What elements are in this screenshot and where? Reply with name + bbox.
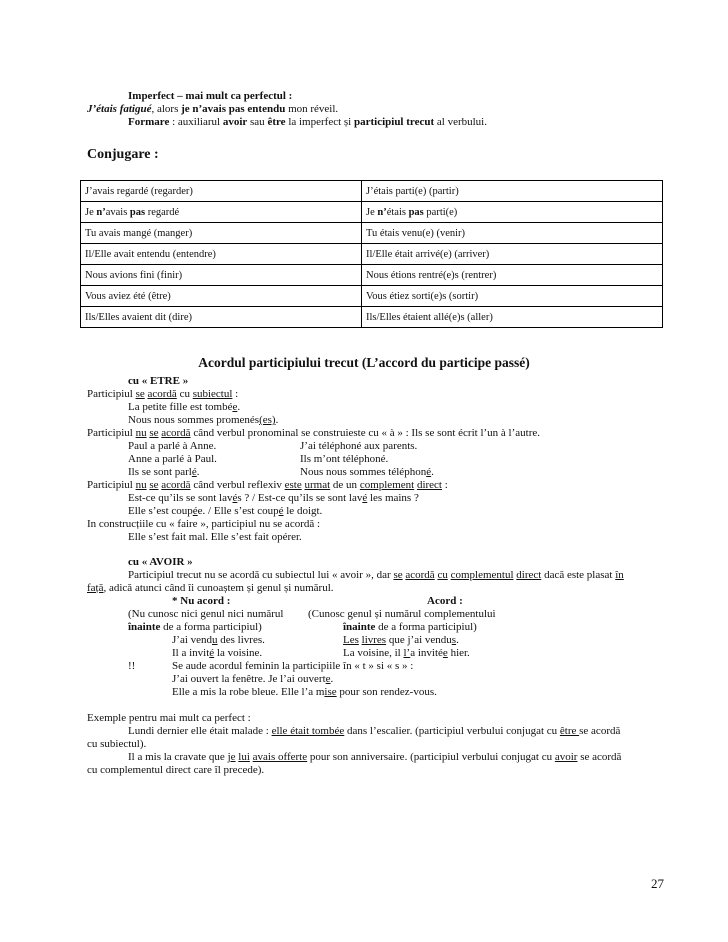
warning-mark: !! (128, 660, 136, 672)
table-cell: Ils/Elles étaient allé(e)s (aller) (362, 307, 663, 328)
nu-acord-label: * Nu acord : (172, 595, 231, 607)
feminine-rule: Se aude acordul feminin la participiile în « t » si « s » : (172, 660, 414, 672)
conjugare-heading: Conjugare : (87, 147, 159, 162)
acord-note-2: înainte de a forma participiul) (343, 621, 477, 633)
avoir-heading: cu « AVOIR » (128, 556, 193, 568)
etre-example-3a: Paul a parlé à Anne. (128, 440, 217, 452)
avoir-rule-1: Participiul trecut nu se acordă cu subiectul lui « avoir », dar se acordă cu complementul direct dacă este plasat în (128, 569, 624, 581)
table-cell: Nous avions fini (finir) (81, 265, 362, 286)
table-cell: J’avais regardé (regarder) (81, 181, 362, 202)
example-1: Lundi dernier elle était malade : elle était tombée dans l’escalier. (participiul verbului conjugat cu être se acordă (128, 725, 621, 737)
table-cell: Il/Elle était arrivé(e) (arriver) (362, 244, 663, 265)
page-number: 27 (651, 876, 664, 891)
table-cell: Nous étions rentré(e)s (rentrer) (362, 265, 663, 286)
table-cell: Tu avais mangé (manger) (81, 223, 362, 244)
table-row (81, 307, 663, 328)
examples-heading: Exemple pentru mai mult ca perfect : (87, 712, 251, 724)
etre-rule-2: Participiul nu se acordă când verbul pronominal se construieste cu « à » : Ils se sont écrit l’un à l’autre. (87, 427, 541, 439)
table-row (81, 223, 663, 244)
feminine-example-1: J’ai ouvert la fenêtre. Je l’ai ouverte. (172, 673, 334, 685)
etre-example-8: Elle s’est fait mal. Elle s’est fait opérer. (128, 531, 302, 543)
etre-example-4b: Ils m’ont téléphoné. (300, 453, 389, 465)
table-row (81, 286, 663, 307)
example-2: Il a mis la cravate que je lui avais offerte pour son anniversaire. (participiul verbului conjugat cu avoir se acordă (128, 751, 622, 763)
imperfect-example: J’étais fatigué, alors je n’avais pas entendu mon réveil. (87, 103, 339, 115)
etre-example-4a: Anne a parlé à Paul. (128, 453, 217, 465)
table-cell: Vous étiez sorti(e)s (sortir) (362, 286, 663, 307)
etre-example-7: Elle s’est coupée. / Elle s’est coupé le doigt. (128, 505, 323, 517)
acord-label: Acord : (427, 595, 463, 607)
table-row (81, 244, 663, 265)
acord-note: (Cunosc genul și numărul complementului (308, 608, 496, 620)
avoir-rule-1-cont: față, adică atunci când îi cunoaștem și genul și numărul. (87, 582, 334, 594)
feminine-example-2: Elle a mis la robe bleue. Elle l’a mise pour son rendez-vous. (172, 686, 437, 698)
table-row (81, 265, 663, 286)
etre-example-5a: Ils se sont parlé. (128, 466, 200, 478)
imperfect-heading: Imperfect – mai mult ca perfectul : (128, 90, 293, 102)
nu-acord-note: (Nu cunosc nici genul nici numărul (128, 608, 284, 620)
acord-example-1: Les livres que j’ai vendus. (343, 634, 459, 646)
etre-example-6: Est-ce qu’ils se sont lavés ? / Est-ce qu’ils se sont lavé les mains ? (128, 492, 419, 504)
table-cell: Ils/Elles avaient dit (dire) (81, 307, 362, 328)
example-1-cont: cu subiectul). (87, 738, 147, 750)
table-cell: Je n’étais pas parti(e) (362, 202, 663, 223)
table-cell: Tu étais venu(e) (venir) (362, 223, 663, 244)
table-cell: J’étais parti(e) (partir) (362, 181, 663, 202)
etre-heading: cu « ETRE » (128, 375, 189, 387)
etre-rule-1: Participiul se acordă cu subiectul : (87, 388, 239, 400)
nu-acord-note-2: înainte de a forma participiul) (128, 621, 262, 633)
table-cell: Vous aviez été (être) (81, 286, 362, 307)
etre-example-3b: J’ai téléphoné aux parents. (300, 440, 418, 452)
etre-example-2: Nous nous sommes promenés(es). (128, 414, 279, 426)
etre-rule-3: Participiul nu se acordă când verbul reflexiv este urmat de un complement direct : (87, 479, 448, 491)
table-row (81, 181, 663, 202)
example-2-cont: cu complementul direct care îl precede). (87, 764, 265, 776)
nu-acord-example-1: J’ai vendu des livres. (172, 634, 265, 646)
etre-example-1: La petite fille est tombée. (128, 401, 241, 413)
table-cell: Je n’avais pas regardé (81, 202, 362, 223)
etre-example-5b: Nous nous sommes téléphoné. (300, 466, 434, 478)
conjugation-table (80, 180, 663, 328)
table-cell: Il/Elle avait entendu (entendre) (81, 244, 362, 265)
table-row (81, 202, 663, 223)
formare-line: Formare : auxiliarul avoir sau être la imperfect și participiul trecut al verbului. (128, 116, 487, 128)
nu-acord-example-2: Il a invité la voisine. (172, 647, 263, 659)
acord-title: Acordul participiului trecut (L’accord du participe passé) (198, 355, 530, 370)
acord-example-2: La voisine, il l’a invitée hier. (343, 647, 470, 659)
etre-rule-4: In construcțiile cu « faire », participiul nu se acordă : (87, 518, 321, 530)
